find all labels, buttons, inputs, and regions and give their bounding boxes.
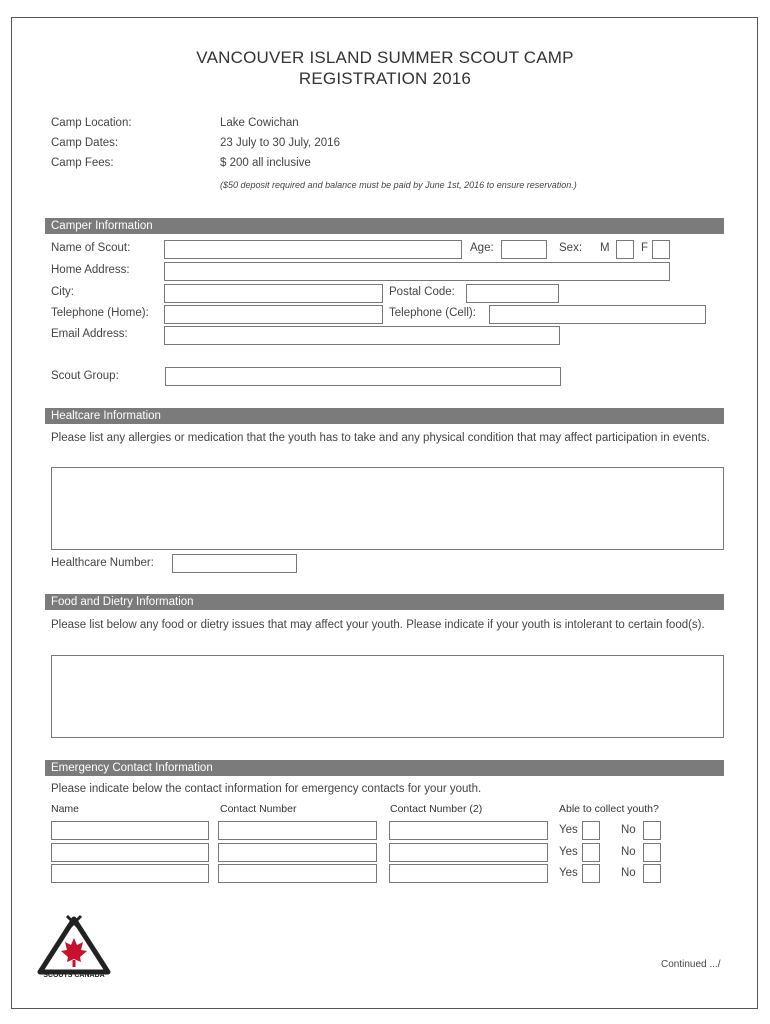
collect-yes-label: Yes (559, 846, 578, 858)
scout-group-input[interactable] (165, 367, 561, 386)
scout-name-label: Name of Scout: (51, 242, 131, 254)
city-input[interactable] (164, 284, 383, 303)
sex-female-label: F (641, 242, 649, 254)
home-address-input[interactable] (164, 262, 670, 281)
food-details-textarea[interactable] (51, 655, 724, 738)
emergency-contact-number-2-input[interactable] (389, 821, 548, 840)
column-header-name: Name (51, 803, 80, 815)
emergency-name-input[interactable] (51, 843, 209, 862)
city-label: City: (51, 286, 74, 298)
home-address-label: Home Address: (51, 264, 130, 276)
telephone-cell-label: Telephone (Cell): (389, 307, 476, 319)
collect-no-checkbox[interactable] (643, 864, 661, 883)
sex-male-checkbox[interactable] (616, 240, 634, 259)
camper-info-header: Camper Information (45, 218, 724, 234)
camp-fees-label: Camp Fees: (51, 157, 114, 169)
collect-yes-label: Yes (559, 824, 578, 836)
scout-name-input[interactable] (164, 240, 462, 259)
emergency-info-header: Emergency Contact Information (45, 760, 724, 776)
emergency-name-input[interactable] (51, 821, 209, 840)
scout-group-label: Scout Group: (51, 370, 119, 382)
email-address-label: Email Address: (51, 328, 128, 340)
healthcare-instructions: Please list any allergies or medication that the youth has to take and any physical condition that may affect participation in events. (51, 432, 710, 444)
scouts-canada-logo (34, 914, 114, 984)
collect-no-label: No (621, 846, 636, 858)
camp-location-value: Lake Cowichan (220, 117, 299, 129)
camp-dates-value: 23 July to 30 July, 2016 (220, 137, 340, 149)
healthcare-details-textarea[interactable] (51, 467, 724, 550)
emergency-contact-number-input[interactable] (218, 843, 377, 862)
collect-no-checkbox[interactable] (643, 843, 661, 862)
food-info-header: Food and Dietry Information (45, 594, 724, 610)
healthcare-number-label: Healthcare Number: (51, 557, 154, 569)
column-header-contact-number: Contact Number (220, 803, 297, 815)
email-address-input[interactable] (164, 326, 560, 345)
emergency-contact-number-input[interactable] (218, 821, 377, 840)
postal-code-label: Postal Code: (389, 286, 455, 298)
collect-no-label: No (621, 867, 636, 879)
collect-no-label: No (621, 824, 636, 836)
form-title-line1: VANCOUVER ISLAND SUMMER SCOUT CAMP (196, 48, 574, 67)
postal-code-input[interactable] (466, 284, 559, 303)
camp-dates-label: Camp Dates: (51, 137, 119, 149)
collect-yes-checkbox[interactable] (582, 864, 600, 883)
food-instructions: Please list below any food or dietry issues that may affect your youth. Please indicate if your youth is intolerant to certain food(s). (51, 619, 705, 631)
emergency-contact-number-2-input[interactable] (389, 843, 548, 862)
sex-male-label: M (600, 242, 610, 254)
camp-fees-value: $ 200 all inclusive (220, 157, 311, 169)
age-input[interactable] (501, 240, 547, 259)
collect-yes-checkbox[interactable] (582, 821, 600, 840)
emergency-contact-number-input[interactable] (218, 864, 377, 883)
collect-yes-checkbox[interactable] (582, 843, 600, 862)
telephone-home-input[interactable] (164, 305, 383, 324)
emergency-contact-number-2-input[interactable] (389, 864, 548, 883)
telephone-cell-input[interactable] (489, 305, 706, 324)
column-header-contact-number-2: Contact Number (2) (390, 803, 483, 815)
collect-yes-label: Yes (559, 867, 578, 879)
emergency-instructions: Please indicate below the contact information for emergency contacts for your youth. (51, 783, 482, 795)
emergency-name-input[interactable] (51, 864, 209, 883)
column-header-able-to-collect: Able to collect youth? (559, 803, 659, 815)
collect-no-checkbox[interactable] (643, 821, 661, 840)
age-label: Age: (470, 242, 494, 254)
scouts-canada-logo-text: SCOUTS CANADA (43, 972, 105, 979)
camp-fees-note: ($50 deposit required and balance must be paid by June 1st, 2016 to ensure reservation.) (220, 180, 577, 190)
healthcare-info-header: Healtcare Information (45, 408, 724, 424)
sex-label: Sex: (559, 242, 583, 254)
continued-note: Continued .../ (661, 959, 721, 970)
sex-female-checkbox[interactable] (652, 240, 670, 259)
telephone-home-label: Telephone (Home): (51, 307, 149, 319)
camp-location-label: Camp Location: (51, 117, 132, 129)
healthcare-number-input[interactable] (172, 554, 297, 573)
form-title-line2: REGISTRATION 2016 (298, 69, 472, 88)
